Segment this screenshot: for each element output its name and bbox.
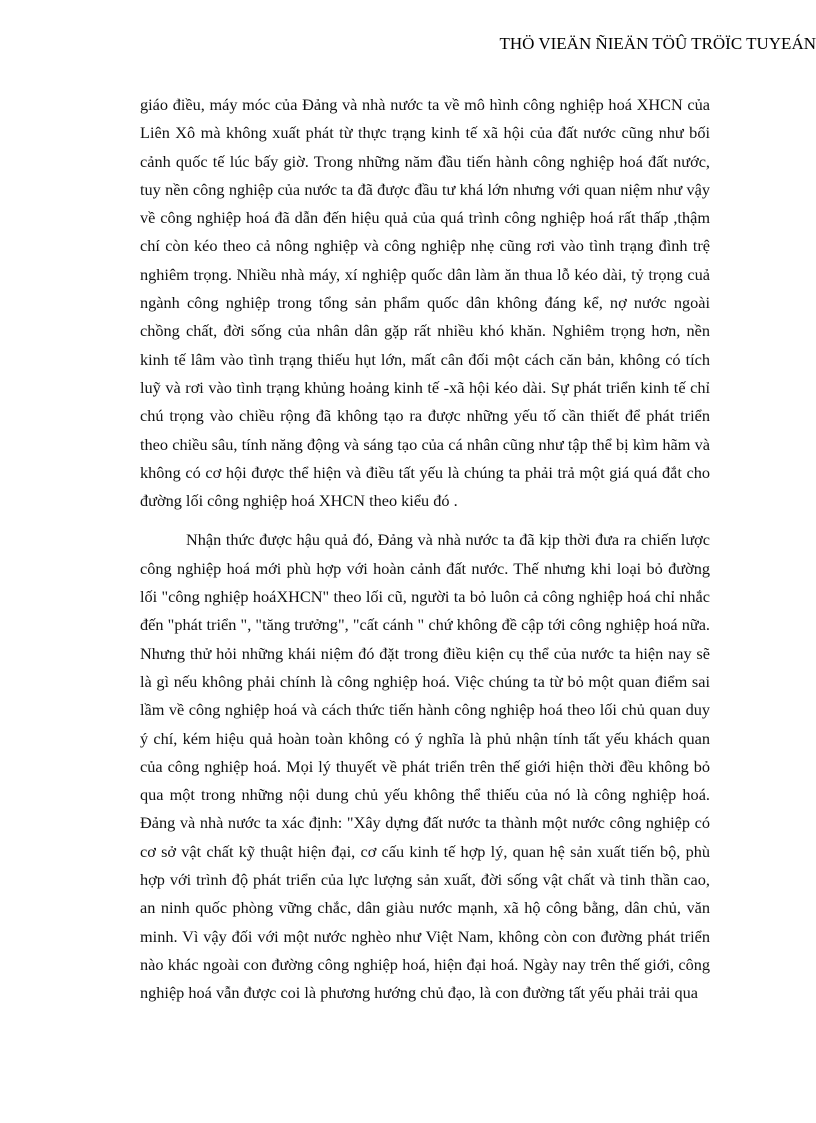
page-header: THÖ VIEÄN ÑIEÄN TÖÛ TRÖÏC TUYEÁN: [499, 34, 816, 53]
document-body: [140, 91, 710, 1008]
paragraph: giáo điều, máy móc của Đảng và nhà nước ta về mô hình công nghiệp hoá XHCN của Liên Xô mà không xuất phát từ thực trạng kinh tế xã hội của đất nước cũng như bối cảnh quốc tế lúc bấy giờ. Trong những năm đầu tiến hành công nghiệp hoá đất nước, tuy nền công nghiệp của nước ta đã được đầu tư khá lớn nhưng với quan niệm như vậy về công nghiệp hoá đã dẫn đến hiệu quả của quá trình công nghiệp hoá rất thấp ,thậm chí còn kéo theo cả nông nghiệp và công nghiệp nhẹ cũng rơi vào tình trạng đình trệ nghiêm trọng. Nhiều nhà máy, xí nghiệp quốc dân làm ăn thua lỗ kéo dài, tỷ trọng cuả ngành công nghiệp trong tổng sản phẩm quốc dân không đáng kể, nợ nước ngoài chồng chất, đời sống của nhân dân gặp rất nhiều khó khăn. Nghiêm trọng hơn, nền kinh tế lâm vào tình trạng thiếu hụt lớn, mất cân đối một cách căn bản, không có tích luỹ và rơi vào tình trạng khủng hoảng kinh tế -xã hội kéo dài. Sự phát triển kinh tế chỉ chú trọng vào chiều rộng đã không tạo ra được những yếu tố cần thiết để phát triển theo chiều sâu, tính năng động và sáng tạo của cá nhân cũng như tập thể bị kìm hãm và không có cơ hội được thể hiện và điều tất yếu là chúng ta phải trả một giá quá đắt cho đường lối công nghiệp hoá XHCN theo kiểu đó .: [140, 95, 710, 511]
paragraph: Nhận thức được hậu quả đó, Đảng và nhà nước ta đã kịp thời đưa ra chiến lược công nghiệp hoá mới phù hợp với hoàn cảnh đất nước. Thế nhưng khi loại bỏ đường lối "công nghiệp hoáXHCN" theo lối cũ, người ta bỏ luôn cả công nghiệp hoá chỉ nhắc đến "phát triển ", "tăng trưởng", "cất cánh " chứ không đề cập tới công nghiệp hoá nữa. Nhưng thử hỏi những khái niệm đó đặt trong điều kiện cụ thể của nước ta hiện nay sẽ là gì nếu không phải chính là công nghiệp hoá. Việc chúng ta từ bỏ một quan điểm sai lầm về công nghiệp hoá và cách thức tiến hành công nghiệp hoá theo lối chủ quan duy ý chí, kém hiệu quả hoàn toàn không có ý nghĩa là phủ nhận tính tất yếu khách quan của công nghiệp hoá. Mọi lý thuyết về phát triển trên thế giới hiện thời đều không bỏ qua một trong những nội dung chủ yếu không thể thiếu của nó là công nghiệp hoá. Đảng và nhà nước ta xác định: "Xây dựng đất nước ta thành một nước công nghiệp có cơ sở vật chất kỹ thuật hiện đại, cơ cấu kinh tế hợp lý, quan hệ sản xuất tiến bộ, phù hợp với trình độ phát triển của lực lượng sản xuất, đời sống vật chất và tinh thần cao, an ninh quốc phòng vững chắc, dân giàu nước mạnh, xã hộ công bằng, dân chủ, văn minh. Vì vậy đối với một nước nghèo như Việt Nam, không còn con đường phát triển nào khác ngoài con đường công nghiệp hoá, hiện đại hoá. Ngày nay trên thế giới, công nghiệp hoá vẫn được coi là phương hướng chủ đạo, là con đường tất yếu phải trải qua: [140, 530, 710, 1003]
